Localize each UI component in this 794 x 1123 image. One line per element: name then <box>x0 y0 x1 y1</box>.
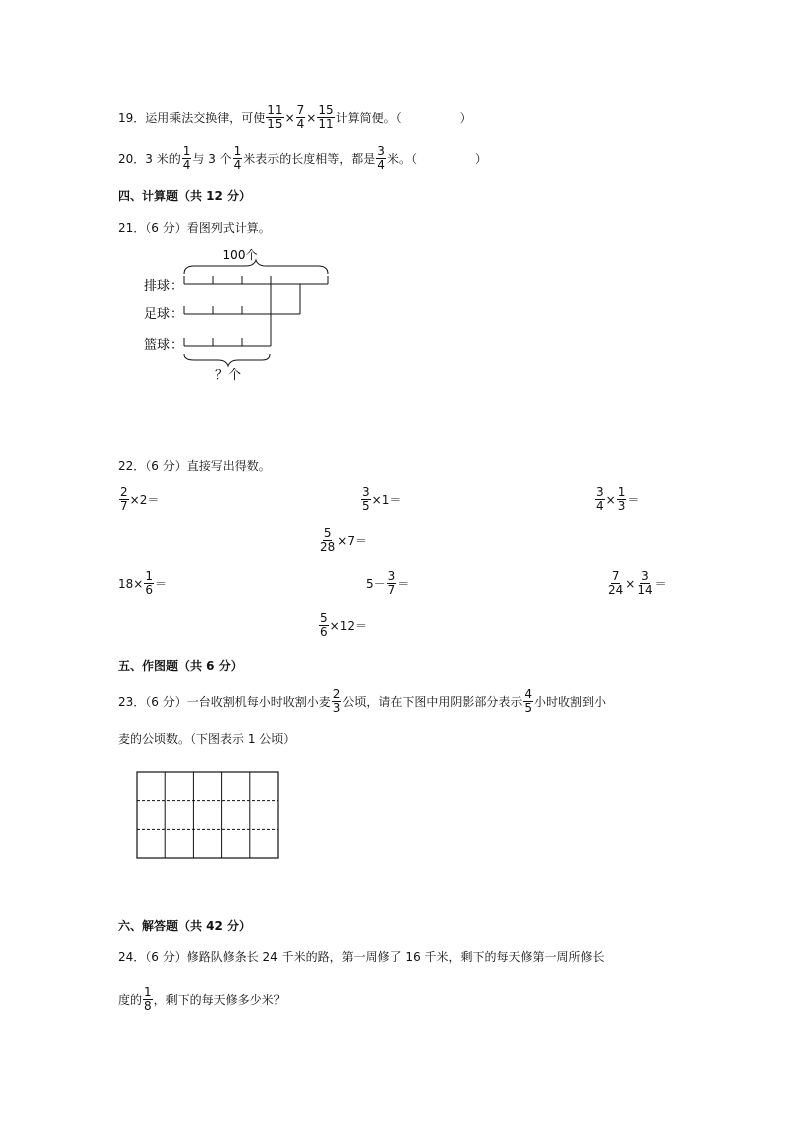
item-suffix: ×1＝ <box>371 493 402 507</box>
q20-mid: 与 3 个 <box>192 152 232 166</box>
numerator: 3 <box>377 144 385 158</box>
fraction <box>266 104 283 131</box>
q23-text: 23．（6 分）一台收割机每小时收割小麦 <box>118 695 331 709</box>
numerator: 5 <box>323 526 332 540</box>
section-heading-4: 四、计算题（共 12 分） <box>118 189 252 203</box>
denominator: 5 <box>524 701 533 715</box>
q22-item <box>594 486 639 513</box>
fraction <box>617 486 627 513</box>
numerator: 7 <box>296 103 305 117</box>
hectare-grid[interactable] <box>136 771 282 861</box>
bottom-brace <box>184 354 270 366</box>
numerator: 3 <box>596 485 604 499</box>
fraction <box>607 570 624 597</box>
denominator: 15 <box>267 117 283 131</box>
item-suffix: ×7＝ <box>337 534 367 548</box>
denominator: 24 <box>608 583 624 597</box>
fraction <box>144 570 154 597</box>
denominator: 4 <box>182 158 191 172</box>
numerator: 2 <box>332 687 341 701</box>
numerator: 3 <box>362 485 370 499</box>
row-label-football: 足球： <box>144 307 184 322</box>
fraction <box>319 527 336 554</box>
fraction <box>119 486 129 513</box>
denominator: 4 <box>596 499 604 513</box>
fraction <box>319 612 329 639</box>
numerator: 15 <box>318 103 334 117</box>
item-suffix: ＝ <box>654 577 667 591</box>
q23-mid: 公顷，请在下图中用阴影部分表示 <box>342 695 523 709</box>
q20-mid2: 米表示的长度相等，都是 <box>243 152 376 166</box>
fraction <box>332 688 342 715</box>
q22-item <box>318 612 367 639</box>
q22-item <box>318 527 367 554</box>
numerator: 1 <box>144 985 152 999</box>
q22-item <box>118 570 167 597</box>
row-label-volleyball: 排球： <box>144 279 184 294</box>
item-prefix: 18× <box>118 576 144 591</box>
denominator: 7 <box>387 583 396 597</box>
denominator: 7 <box>120 499 128 513</box>
q22-item <box>606 570 667 597</box>
fraction <box>233 145 243 172</box>
question-22: 22．（6 分）直接写出得数。 <box>118 459 271 473</box>
item-suffix: ×12＝ <box>329 619 367 633</box>
question-24: 24．（6 分）修路队修条长 24 千米的路，第一周修了 16 千米，剩下的每天修第一周所修长 <box>118 950 605 964</box>
numerator: 3 <box>641 569 649 583</box>
q23-suffix: 小时收割到小 <box>534 695 607 709</box>
denominator: 8 <box>144 999 152 1013</box>
item-suffix: ＝ <box>397 577 410 591</box>
item-prefix: 5－ <box>366 577 386 591</box>
q22-item <box>118 486 159 513</box>
denominator: 11 <box>318 117 334 131</box>
grid-border <box>137 772 278 858</box>
question-19 <box>118 104 472 131</box>
times-sign: × <box>284 110 295 125</box>
times-sign: × <box>306 110 317 125</box>
numerator: 1 <box>233 144 242 158</box>
denominator: 5 <box>362 499 370 513</box>
close-paren: ） <box>459 111 472 125</box>
question-24-line2 <box>118 986 286 1013</box>
row-label-basketball: 篮球： <box>144 338 184 353</box>
bottom-label: ？个 <box>214 368 242 383</box>
numerator: 3 <box>387 569 396 583</box>
numerator: 7 <box>611 569 620 583</box>
fraction <box>595 486 605 513</box>
grid-lines <box>137 772 278 858</box>
fraction <box>361 486 371 513</box>
denominator: 6 <box>145 583 153 597</box>
segment-diagram <box>140 244 340 384</box>
question-23 <box>118 688 606 715</box>
q24-pre: 度的 <box>118 993 143 1007</box>
fraction <box>317 104 334 131</box>
top-label: 100个 <box>222 248 258 262</box>
times-sign: × <box>605 492 616 507</box>
fraction <box>143 986 153 1013</box>
numerator: 4 <box>524 687 533 701</box>
section-heading-6: 六、解答题（共 42 分） <box>118 919 252 933</box>
section-heading-5: 五、作图题（共 6 分） <box>118 659 243 673</box>
numerator: 1 <box>182 144 191 158</box>
question-20 <box>118 145 487 172</box>
numerator: 11 <box>267 103 283 117</box>
fraction <box>376 145 386 172</box>
q20-suffix: 米。（ <box>386 152 417 166</box>
item-suffix: ＝ <box>154 577 167 591</box>
denominator: 6 <box>320 625 328 639</box>
q24-suffix: ，剩下的每天修多少米？ <box>153 993 286 1007</box>
denominator: 4 <box>296 117 305 131</box>
denominator: 4 <box>233 158 242 172</box>
numerator: 5 <box>320 611 328 625</box>
denominator: 3 <box>617 499 626 513</box>
numerator: 1 <box>617 485 626 499</box>
q22-item <box>360 486 401 513</box>
times-sign: × <box>625 576 636 591</box>
top-brace <box>184 260 328 274</box>
denominator: 4 <box>377 158 385 172</box>
q19-suffix: 计算简便。（ <box>335 111 402 125</box>
numerator: 1 <box>145 569 153 583</box>
fraction <box>182 145 192 172</box>
question-23-line2: 麦的公顷数。（下图表示 1 公顷） <box>118 732 296 746</box>
numerator: 2 <box>120 485 128 499</box>
item-suffix: ×2＝ <box>129 493 160 507</box>
denominator: 3 <box>332 701 341 715</box>
question-21: 21．（6 分）看图列式计算。 <box>118 221 271 235</box>
fraction <box>636 570 653 597</box>
item-suffix: ＝ <box>627 493 640 507</box>
fraction <box>296 104 306 131</box>
q22-item <box>366 570 409 597</box>
q19-text: 19．运用乘法交换律，可使 <box>118 111 266 125</box>
close-paren: ） <box>474 152 487 166</box>
fraction <box>387 570 397 597</box>
fraction <box>523 688 533 715</box>
diagram-bars <box>184 276 328 346</box>
denominator: 14 <box>637 583 653 597</box>
q20-text: 20．3 米的 <box>118 152 181 166</box>
denominator: 28 <box>320 540 336 554</box>
